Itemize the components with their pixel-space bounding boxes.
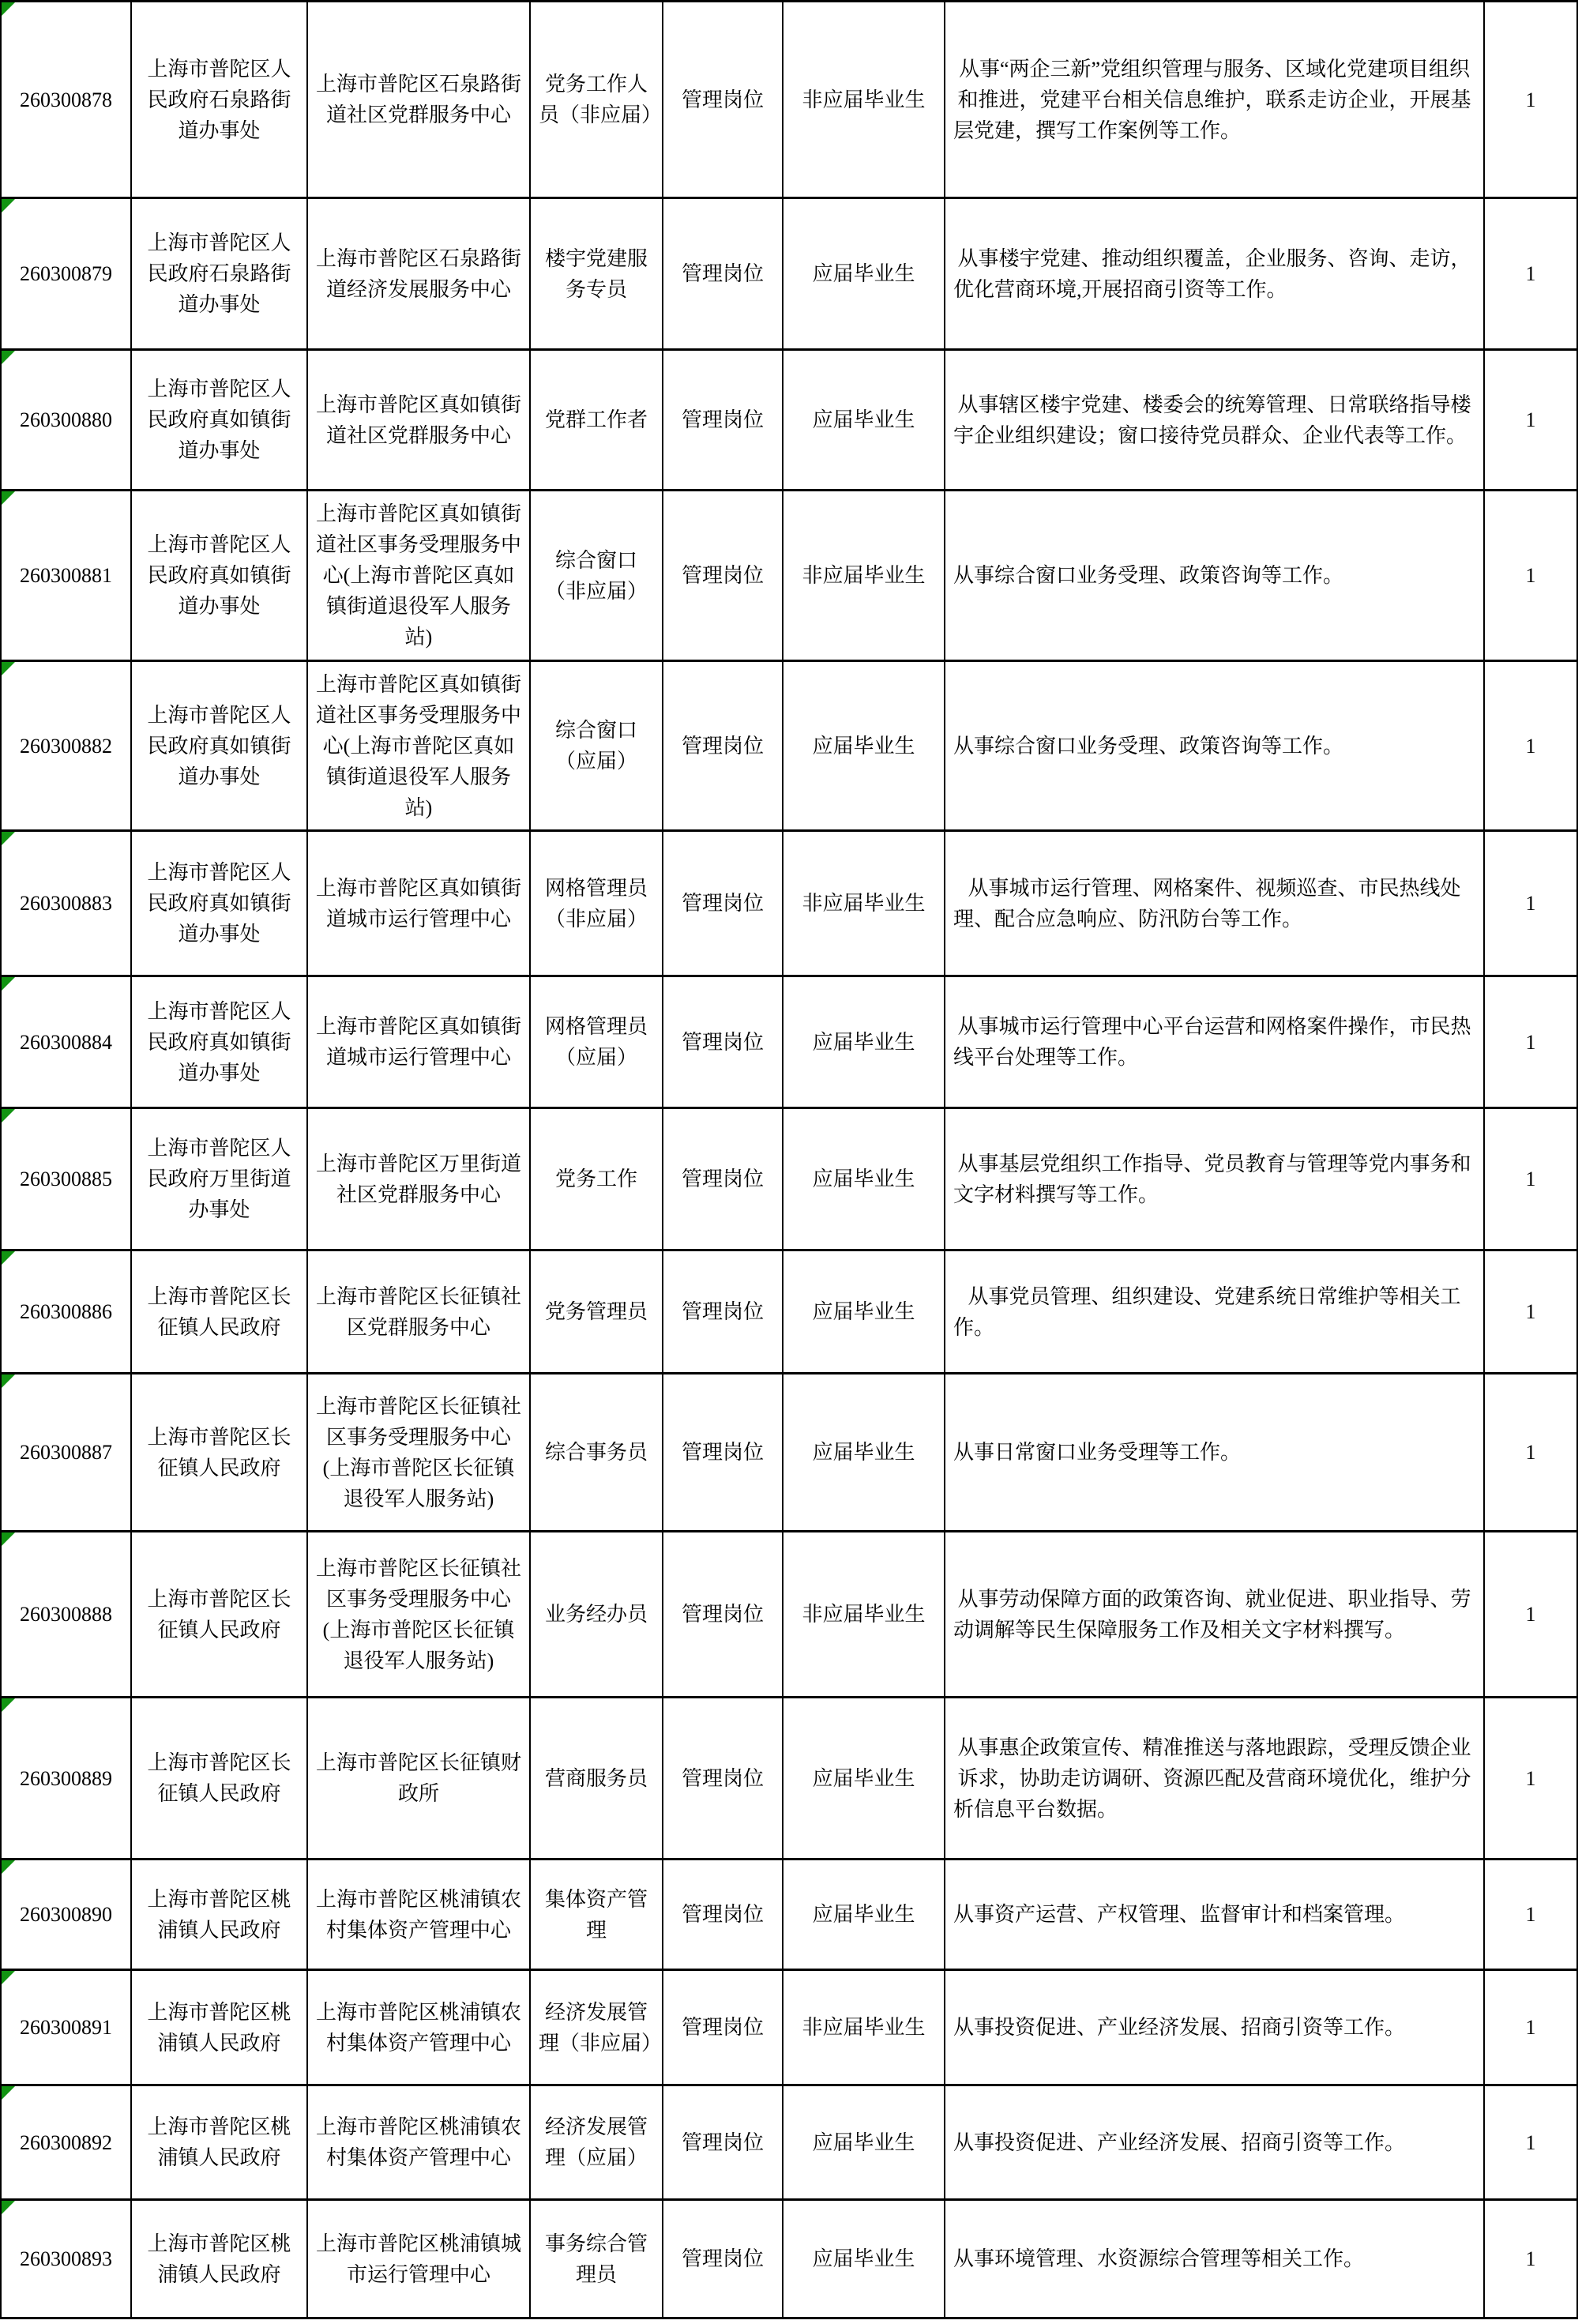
position-name-cell: 综合窗口（应届）: [530, 661, 663, 831]
position-id-cell: [1, 1532, 131, 1698]
position-category-cell: 管理岗位: [663, 831, 783, 976]
recruit-target-cell: 应届毕业生: [783, 2200, 945, 2318]
position-name-cell: 业务经办员: [530, 1532, 663, 1698]
table-row: [1, 2, 1577, 198]
position-id: 260300883: [20, 892, 112, 915]
position-name-cell: 党群工作者: [530, 350, 663, 491]
competent-department-cell: 上海市普陀区长征镇人民政府: [131, 1374, 307, 1532]
position-category-cell: 管理岗位: [663, 2200, 783, 2318]
competent-department-cell: 上海市普陀区长征镇人民政府: [131, 1698, 307, 1860]
job-duties-cell: 从事辖区楼宇党建、楼委会的统筹管理、日常联络指导楼宇企业组织建设；窗口接待党员群众、企业代表等工作。: [945, 350, 1484, 491]
position-id: 260300891: [20, 2016, 112, 2039]
table-row: [1, 1970, 1577, 2085]
position-id-cell: [1, 2, 131, 198]
position-name-cell: 综合窗口（非应届）: [530, 491, 663, 661]
position-name-cell: 集体资产管理: [530, 1860, 663, 1970]
competent-department-cell: 上海市普陀区长征镇人民政府: [131, 1250, 307, 1374]
position-id-cell: [1, 1970, 131, 2085]
position-name-cell: 事务综合管理员: [530, 2200, 663, 2318]
recruiting-unit-cell: 上海市普陀区万里街道社区党群服务中心: [307, 1108, 530, 1250]
position-name-cell: 楼宇党建服务专员: [530, 198, 663, 350]
competent-department-cell: 上海市普陀区人民政府真如镇街道办事处: [131, 661, 307, 831]
job-duties-cell: 从事综合窗口业务受理、政策咨询等工作。: [945, 491, 1484, 661]
spreadsheet-error-marker-icon: [2, 199, 15, 212]
position-id-cell: [1, 2200, 131, 2318]
spreadsheet-error-marker-icon: [2, 1971, 15, 1984]
recruitment-table-body: [1, 2, 1577, 2318]
recruit-target-cell: 非应届毕业生: [783, 1532, 945, 1698]
position-id: 260300887: [20, 1441, 112, 1464]
position-id-cell: [1, 1108, 131, 1250]
recruiting-unit-cell: 上海市普陀区石泉路街道社区党群服务中心: [307, 2, 530, 198]
position-name-cell: 党务管理员: [530, 1250, 663, 1374]
position-name-cell: 网格管理员（应届）: [530, 976, 663, 1108]
recruiting-unit-cell: 上海市普陀区长征镇社区党群服务中心: [307, 1250, 530, 1374]
recruiting-unit-cell: 上海市普陀区长征镇社区事务受理服务中心(上海市普陀区长征镇退役军人服务站): [307, 1374, 530, 1532]
position-id: 260300893: [20, 2247, 112, 2270]
job-duties-cell: 从事基层党组织工作指导、党员教育与管理等党内事务和文字材料撰写等工作。: [945, 1108, 1484, 1250]
recruit-target-cell: 应届毕业生: [783, 1374, 945, 1532]
headcount-cell: 1: [1484, 1250, 1577, 1374]
position-category-cell: 管理岗位: [663, 491, 783, 661]
table-row: [1, 1532, 1577, 1698]
recruiting-unit-cell: 上海市普陀区桃浦镇农村集体资产管理中心: [307, 1860, 530, 1970]
headcount-cell: 1: [1484, 198, 1577, 350]
table-row: [1, 1250, 1577, 1374]
competent-department-cell: 上海市普陀区人民政府真如镇街道办事处: [131, 491, 307, 661]
position-id: 260300886: [20, 1300, 112, 1323]
spreadsheet-error-marker-icon: [2, 832, 15, 845]
table-row: [1, 198, 1577, 350]
spreadsheet-error-marker-icon: [2, 1532, 15, 1546]
spreadsheet-error-marker-icon: [2, 2201, 15, 2214]
spreadsheet-error-marker-icon: [2, 2, 15, 16]
recruit-target-cell: 非应届毕业生: [783, 491, 945, 661]
job-duties-cell: 从事日常窗口业务受理等工作。: [945, 1374, 1484, 1532]
competent-department-cell: 上海市普陀区人民政府真如镇街道办事处: [131, 976, 307, 1108]
job-duties-cell: 从事“两企三新”党组织管理与服务、区域化党建项目组织和推进，党建平台相关信息维护，联系走访企业，开展基层党建，撰写工作案例等工作。: [945, 2, 1484, 198]
recruiting-unit-cell: 上海市普陀区长征镇社区事务受理服务中心(上海市普陀区长征镇退役军人服务站): [307, 1532, 530, 1698]
position-id-cell: [1, 1374, 131, 1532]
job-duties-cell: 从事城市运行管理、网格案件、视频巡查、市民热线处理、配合应急响应、防汛防台等工作。: [945, 831, 1484, 976]
recruit-target-cell: 应届毕业生: [783, 1860, 945, 1970]
position-id-cell: [1, 1250, 131, 1374]
job-duties-cell: 从事劳动保障方面的政策咨询、就业促进、职业指导、劳动调解等民生保障服务工作及相关文字材料撰写。: [945, 1532, 1484, 1698]
headcount-cell: 1: [1484, 661, 1577, 831]
spreadsheet-error-marker-icon: [2, 1860, 15, 1874]
position-id-cell: [1, 661, 131, 831]
position-id: 260300889: [20, 1766, 112, 1790]
position-name-cell: 党务工作: [530, 1108, 663, 1250]
position-id: 260300881: [20, 564, 112, 587]
position-category-cell: 管理岗位: [663, 2, 783, 198]
recruiting-unit-cell: 上海市普陀区真如镇街道社区事务受理服务中心(上海市普陀区真如镇街道退役军人服务站): [307, 491, 530, 661]
position-id: 260300882: [20, 734, 112, 758]
recruiting-unit-cell: 上海市普陀区真如镇街道城市运行管理中心: [307, 831, 530, 976]
headcount-cell: 1: [1484, 1970, 1577, 2085]
headcount-cell: 1: [1484, 831, 1577, 976]
spreadsheet-error-marker-icon: [2, 1251, 15, 1265]
recruiting-unit-cell: 上海市普陀区长征镇财政所: [307, 1698, 530, 1860]
competent-department-cell: 上海市普陀区人民政府万里街道办事处: [131, 1108, 307, 1250]
table-row: [1, 491, 1577, 661]
position-category-cell: 管理岗位: [663, 350, 783, 491]
position-name-cell: 经济发展管理（非应届）: [530, 1970, 663, 2085]
headcount-cell: 1: [1484, 350, 1577, 491]
position-id: 260300885: [20, 1168, 112, 1190]
recruiting-unit-cell: 上海市普陀区桃浦镇农村集体资产管理中心: [307, 1970, 530, 2085]
recruiting-unit-cell: 上海市普陀区石泉路街道经济发展服务中心: [307, 198, 530, 350]
position-id-cell: [1, 976, 131, 1108]
recruiting-unit-cell: 上海市普陀区桃浦镇城市运行管理中心: [307, 2200, 530, 2318]
position-id: 260300878: [20, 88, 112, 111]
competent-department-cell: 上海市普陀区桃浦镇人民政府: [131, 2200, 307, 2318]
job-duties-cell: 从事资产运营、产权管理、监督审计和档案管理。: [945, 1860, 1484, 1970]
headcount-cell: 1: [1484, 2085, 1577, 2200]
table-row: [1, 976, 1577, 1108]
table-row: [1, 350, 1577, 491]
position-name-cell: 党务工作人员（非应届）: [530, 2, 663, 198]
recruiting-unit-cell: 上海市普陀区真如镇街道社区党群服务中心: [307, 350, 530, 491]
position-id: 260300890: [20, 1903, 112, 1926]
position-id: 260300880: [20, 408, 112, 431]
job-duties-cell: 从事党员管理、组织建设、党建系统日常维护等相关工作。: [945, 1250, 1484, 1374]
position-name-cell: 网格管理员（非应届）: [530, 831, 663, 976]
spreadsheet-error-marker-icon: [2, 491, 15, 505]
headcount-cell: 1: [1484, 2, 1577, 198]
recruit-target-cell: 应届毕业生: [783, 1250, 945, 1374]
position-id-cell: [1, 2085, 131, 2200]
table-row: [1, 1698, 1577, 1860]
job-duties-cell: 从事楼宇党建、推动组织覆盖，企业服务、咨询、走访，优化营商环境,开展招商引资等工作。: [945, 198, 1484, 350]
recruit-target-cell: 应届毕业生: [783, 661, 945, 831]
position-category-cell: 管理岗位: [663, 1860, 783, 1970]
table-row: [1, 831, 1577, 976]
headcount-cell: 1: [1484, 1860, 1577, 1970]
position-category-cell: 管理岗位: [663, 2085, 783, 2200]
competent-department-cell: 上海市普陀区人民政府石泉路街道办事处: [131, 198, 307, 350]
position-id-cell: [1, 1698, 131, 1860]
recruit-target-cell: 应届毕业生: [783, 1108, 945, 1250]
spreadsheet-error-marker-icon: [2, 2086, 15, 2100]
position-id-cell: [1, 1860, 131, 1970]
job-duties-cell: 从事投资促进、产业经济发展、招商引资等工作。: [945, 2085, 1484, 2200]
spreadsheet-error-marker-icon: [2, 977, 15, 991]
recruiting-unit-cell: 上海市普陀区真如镇街道城市运行管理中心: [307, 976, 530, 1108]
recruit-target-cell: 应届毕业生: [783, 976, 945, 1108]
position-category-cell: 管理岗位: [663, 976, 783, 1108]
spreadsheet-error-marker-icon: [2, 1374, 15, 1388]
job-duties-cell: 从事投资促进、产业经济发展、招商引资等工作。: [945, 1970, 1484, 2085]
headcount-cell: 1: [1484, 1108, 1577, 1250]
headcount-cell: 1: [1484, 2200, 1577, 2318]
recruiting-unit-cell: 上海市普陀区真如镇街道社区事务受理服务中心(上海市普陀区真如镇街道退役军人服务站): [307, 661, 530, 831]
position-name-cell: 经济发展管理（应届）: [530, 2085, 663, 2200]
table-row: [1, 2085, 1577, 2200]
recruit-target-cell: 非应届毕业生: [783, 1970, 945, 2085]
position-id: 260300884: [20, 1030, 112, 1054]
recruit-target-cell: 应届毕业生: [783, 198, 945, 350]
competent-department-cell: 上海市普陀区人民政府真如镇街道办事处: [131, 831, 307, 976]
headcount-cell: 1: [1484, 1698, 1577, 1860]
recruit-target-cell: 非应届毕业生: [783, 2, 945, 198]
competent-department-cell: 上海市普陀区人民政府石泉路街道办事处: [131, 2, 307, 198]
headcount-cell: 1: [1484, 491, 1577, 661]
table-row: [1, 1860, 1577, 1970]
headcount-cell: 1: [1484, 1374, 1577, 1532]
competent-department-cell: 上海市普陀区桃浦镇人民政府: [131, 1970, 307, 2085]
position-id: 260300892: [20, 2130, 112, 2154]
position-id-cell: [1, 491, 131, 661]
table-row: [1, 661, 1577, 831]
position-id-cell: [1, 831, 131, 976]
recruit-target-cell: 非应届毕业生: [783, 831, 945, 976]
job-duties-cell: 从事惠企政策宣传、精准推送与落地跟踪，受理反馈企业诉求，协助走访调研、资源匹配及营商环境优化，维护分析信息平台数据。: [945, 1698, 1484, 1860]
position-id-cell: [1, 350, 131, 491]
position-id: 260300888: [20, 1603, 112, 1626]
job-duties-cell: 从事环境管理、水资源综合管理等相关工作。: [945, 2200, 1484, 2318]
table-row: [1, 1374, 1577, 1532]
table-row: [1, 2200, 1577, 2318]
recruit-target-cell: 应届毕业生: [783, 2085, 945, 2200]
spreadsheet-error-marker-icon: [2, 351, 15, 364]
position-category-cell: 管理岗位: [663, 1108, 783, 1250]
position-category-cell: 管理岗位: [663, 661, 783, 831]
spreadsheet-error-marker-icon: [2, 1698, 15, 1712]
position-category-cell: 管理岗位: [663, 198, 783, 350]
job-duties-cell: 从事城市运行管理中心平台运营和网格案件操作，市民热线平台处理等工作。: [945, 976, 1484, 1108]
position-category-cell: 管理岗位: [663, 1374, 783, 1532]
position-category-cell: 管理岗位: [663, 1698, 783, 1860]
position-category-cell: 管理岗位: [663, 1250, 783, 1374]
competent-department-cell: 上海市普陀区桃浦镇人民政府: [131, 1860, 307, 1970]
position-id-cell: [1, 198, 131, 350]
headcount-cell: 1: [1484, 976, 1577, 1108]
position-name-cell: 综合事务员: [530, 1374, 663, 1532]
table-row: [1, 1108, 1577, 1250]
job-duties-cell: 从事综合窗口业务受理、政策咨询等工作。: [945, 661, 1484, 831]
position-category-cell: 管理岗位: [663, 1532, 783, 1698]
position-name-cell: 营商服务员: [530, 1698, 663, 1860]
recruit-target-cell: 应届毕业生: [783, 1698, 945, 1860]
recruiting-unit-cell: 上海市普陀区桃浦镇农村集体资产管理中心: [307, 2085, 530, 2200]
position-category-cell: 管理岗位: [663, 1970, 783, 2085]
competent-department-cell: 上海市普陀区桃浦镇人民政府: [131, 2085, 307, 2200]
competent-department-cell: 上海市普陀区人民政府真如镇街道办事处: [131, 350, 307, 491]
position-id: 260300879: [20, 262, 112, 285]
spreadsheet-error-marker-icon: [2, 1109, 15, 1123]
recruit-target-cell: 应届毕业生: [783, 350, 945, 491]
spreadsheet-error-marker-icon: [2, 662, 15, 675]
competent-department-cell: 上海市普陀区长征镇人民政府: [131, 1532, 307, 1698]
headcount-cell: 1: [1484, 1532, 1577, 1698]
